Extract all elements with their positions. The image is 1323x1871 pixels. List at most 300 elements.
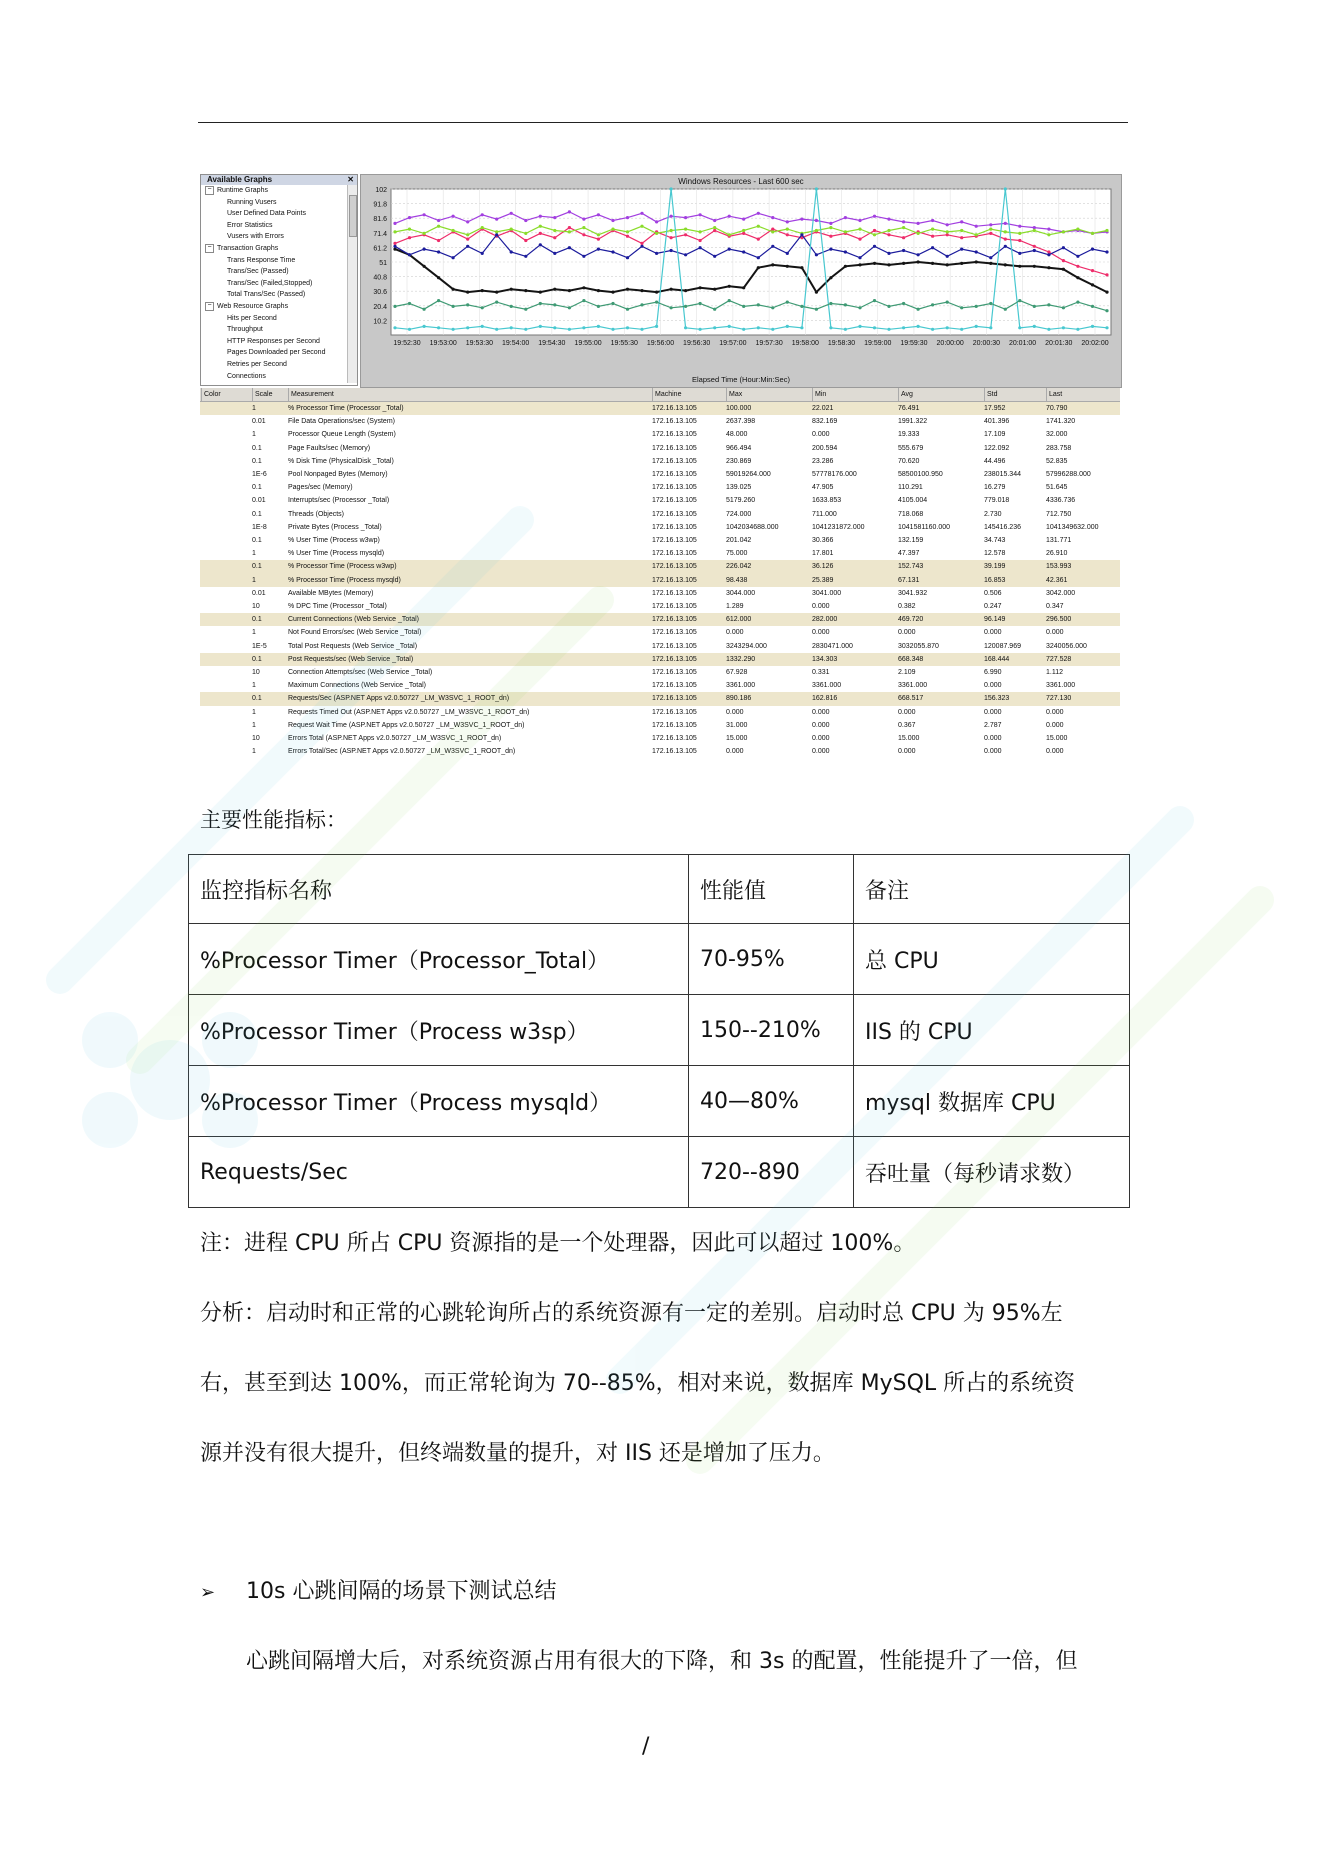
- legend-measurement: Maximum Connections (Web Service _Total): [288, 682, 426, 690]
- legend-std: 238015.344: [984, 471, 1021, 478]
- data-point: [684, 289, 687, 292]
- data-point: [510, 305, 513, 308]
- legend-max: 59019264.000: [726, 471, 771, 478]
- data-point: [960, 229, 963, 232]
- data-point: [539, 302, 542, 305]
- data-point: [931, 246, 934, 249]
- tree-item[interactable]: [201, 278, 357, 290]
- data-point: [1091, 325, 1094, 328]
- data-point: [655, 220, 658, 223]
- data-point: [902, 220, 905, 223]
- collapse-icon[interactable]: −: [205, 186, 214, 195]
- data-point: [423, 308, 426, 311]
- data-point: [786, 252, 789, 255]
- legend-std: 6.990: [984, 669, 1002, 676]
- legend-last: 42.361: [1046, 576, 1068, 584]
- data-point: [655, 325, 658, 328]
- legend-row[interactable]: [200, 560, 1120, 573]
- legend-scale: 1: [252, 431, 256, 439]
- data-point: [887, 229, 890, 232]
- legend-std: 0.506: [984, 589, 1002, 597]
- tree-label: HTTP Responses per Second: [227, 337, 320, 345]
- legend-machine: 172.16.13.105: [652, 484, 697, 492]
- data-point: [437, 326, 440, 329]
- col-std[interactable]: Std: [984, 388, 1044, 401]
- data-point: [452, 256, 455, 259]
- data-point: [597, 305, 600, 308]
- data-point: [800, 305, 803, 308]
- data-point: [844, 328, 847, 331]
- legend-last: 3361.000: [1046, 682, 1076, 690]
- col-min[interactable]: Min: [812, 388, 898, 401]
- data-point: [640, 212, 643, 215]
- data-point: [452, 229, 455, 232]
- legend-machine: 172.16.13.105: [652, 655, 697, 663]
- data-point: [1105, 291, 1108, 294]
- data-point: [408, 228, 411, 231]
- data-point: [524, 328, 527, 331]
- resource-chart: [360, 174, 1122, 388]
- data-point: [989, 232, 992, 235]
- tree-item[interactable]: [201, 313, 357, 325]
- tree-label: Pages Downloaded per Second: [227, 349, 326, 357]
- legend-min: 25.389: [812, 576, 834, 584]
- legend-row[interactable]: [200, 534, 1120, 547]
- data-point: [1004, 230, 1007, 233]
- legend-scale: 0.1: [252, 616, 262, 624]
- data-point: [393, 230, 396, 233]
- data-point: [524, 255, 527, 258]
- data-point: [815, 291, 818, 294]
- legend-min: 2830471.000: [812, 642, 853, 650]
- data-point: [510, 212, 513, 215]
- metric-remark: 吞吐量（每秒请求数）: [854, 1137, 1130, 1208]
- metrics-table: [188, 854, 1130, 1208]
- data-point: [771, 328, 774, 331]
- data-point: [568, 226, 571, 229]
- data-point: [495, 230, 498, 233]
- legend-max: 3044.000: [726, 589, 756, 597]
- legend-max: 201.042: [726, 537, 752, 544]
- metric-name: %Processor Timer（Process w3sp）: [189, 995, 689, 1066]
- metric-remark: IIS 的 CPU: [854, 995, 1130, 1066]
- data-point: [524, 308, 527, 311]
- legend-row[interactable]: [200, 640, 1120, 653]
- legend-min: 3041.000: [812, 589, 842, 597]
- data-point: [452, 288, 455, 291]
- legend-max: 226.042: [726, 563, 752, 571]
- legend-min: 711.000: [812, 510, 837, 518]
- legend-row[interactable]: [200, 692, 1120, 705]
- data-point: [1076, 228, 1079, 231]
- data-point: [829, 226, 832, 229]
- data-point: [393, 248, 396, 251]
- col-scale[interactable]: Scale: [252, 388, 286, 401]
- data-point: [873, 262, 876, 265]
- legend-measurement: % Processor Time (Process w3wp): [288, 563, 397, 571]
- data-point: [989, 256, 992, 259]
- legend-avg: 0.000: [898, 748, 916, 756]
- data-point: [611, 250, 614, 253]
- data-point: [786, 228, 789, 231]
- legend-avg: 110.291: [898, 484, 923, 492]
- legend-scale: 1: [252, 682, 256, 690]
- data-point: [1018, 239, 1021, 242]
- data-point: [568, 210, 571, 213]
- legend-avg: 15.000: [898, 735, 920, 742]
- legend-machine: 172.16.13.105: [652, 616, 697, 624]
- col-avg[interactable]: Avg: [898, 388, 984, 401]
- legend-measurement: Connection Attempts/sec (Web Service _Total): [288, 669, 433, 676]
- data-point: [408, 328, 411, 331]
- legend-max: 139.025: [726, 484, 752, 492]
- data-point: [597, 289, 600, 292]
- legend-last: 0.000: [1046, 629, 1064, 637]
- data-point: [684, 216, 687, 219]
- data-point: [771, 216, 774, 219]
- data-point: [873, 326, 876, 329]
- tree-group[interactable]: [201, 185, 357, 197]
- legend-machine: 172.16.13.105: [652, 748, 697, 756]
- data-point: [611, 302, 614, 305]
- legend-max: 100.000: [726, 405, 752, 412]
- data-point: [902, 236, 905, 239]
- x-tick-label: 19:57:00: [719, 340, 747, 347]
- data-point: [757, 225, 760, 228]
- table-header-row: [189, 855, 1130, 924]
- data-point: [728, 233, 731, 236]
- data-point: [1004, 245, 1007, 248]
- legend-row[interactable]: [200, 547, 1120, 560]
- data-point: [946, 233, 949, 236]
- x-tick-label: 20:01:30: [1045, 340, 1073, 347]
- data-point: [684, 233, 687, 236]
- legend-min: 23.286: [812, 457, 834, 465]
- available-graphs-tree: [200, 174, 358, 386]
- legend-std: 122.092: [984, 444, 1010, 452]
- data-point: [466, 326, 469, 329]
- data-point: [1062, 326, 1065, 329]
- data-point: [713, 226, 716, 229]
- y-tick-label: 51: [379, 260, 387, 267]
- metric-value: 70-95%: [689, 924, 854, 995]
- legend-row[interactable]: [200, 455, 1120, 468]
- tree-title: [201, 175, 357, 185]
- legend-machine: 172.16.13.105: [652, 682, 697, 690]
- x-tick-label: 19:57:30: [755, 340, 783, 347]
- tree-item[interactable]: [201, 220, 357, 232]
- legend-machine: 172.16.13.105: [652, 405, 697, 412]
- legend-avg: 668.517: [898, 695, 924, 703]
- legend-machine: 172.16.13.105: [652, 589, 697, 597]
- legend-min: 200.594: [812, 444, 838, 452]
- tree-group[interactable]: [201, 301, 357, 313]
- data-point: [771, 228, 774, 231]
- summary-paragraph: 心跳间隔增大后，对系统资源占用有很大的下降，和 3s 的配置，性能提升了一倍，但: [246, 1649, 1078, 1674]
- legend-row[interactable]: [200, 402, 1120, 415]
- legend-scale: 1: [252, 576, 256, 584]
- legend-row[interactable]: [200, 626, 1120, 639]
- col-color[interactable]: Color: [201, 388, 249, 401]
- data-point: [960, 248, 963, 251]
- scroll-thumb[interactable]: [349, 195, 357, 237]
- legend-min: 0.000: [812, 431, 830, 439]
- data-point: [887, 328, 890, 331]
- data-point: [902, 249, 905, 252]
- legend-row[interactable]: [200, 706, 1120, 719]
- legend-row[interactable]: [200, 574, 1120, 587]
- data-point: [1004, 222, 1007, 225]
- tree-item[interactable]: [201, 324, 357, 336]
- legend-avg: 152.743: [898, 563, 924, 571]
- tree-item[interactable]: [201, 347, 357, 359]
- legend-scale: 1: [252, 748, 256, 756]
- bullet-heading: [200, 1574, 556, 1605]
- data-point: [510, 228, 513, 231]
- analysis-line-1: 分析：启动时和正常的心跳轮询所占的系统资源有一定的差别。启动时总 CPU 为 95%左: [200, 1301, 1063, 1326]
- legend-row[interactable]: [200, 600, 1120, 613]
- col-measurement[interactable]: Measurement: [288, 388, 650, 401]
- tree-scrollbar[interactable]: [347, 185, 357, 383]
- x-tick-label: 19:58:00: [791, 340, 819, 347]
- tree-item[interactable]: [201, 371, 357, 383]
- data-point: [742, 286, 745, 289]
- data-point: [699, 213, 702, 216]
- data-point: [481, 325, 484, 328]
- data-point: [728, 248, 731, 251]
- data-point: [858, 238, 861, 241]
- tree-item[interactable]: [201, 231, 357, 243]
- data-point: [408, 216, 411, 219]
- legend-std: 12.578: [984, 550, 1006, 558]
- legend-row[interactable]: [200, 508, 1120, 521]
- legend-std: 401.396: [984, 418, 1010, 426]
- tree-label: Error Statistics: [227, 221, 273, 229]
- data-point: [1062, 230, 1065, 233]
- legend-measurement: % User Time (Process mysqld): [288, 550, 385, 558]
- legend-last: 4336.736: [1046, 497, 1076, 505]
- data-point: [989, 262, 992, 265]
- metric-name: Requests/Sec: [189, 1137, 689, 1208]
- legend-std: 44.496: [984, 457, 1006, 465]
- data-point: [931, 303, 934, 306]
- data-point: [771, 306, 774, 309]
- legend-row[interactable]: [200, 428, 1120, 441]
- legend-scale: 0.1: [252, 510, 262, 518]
- legend-last: 52.835: [1046, 457, 1068, 465]
- legend-last: 3240056.000: [1046, 642, 1087, 650]
- legend-max: 31.000: [726, 721, 748, 729]
- legend-machine: 172.16.13.105: [652, 471, 697, 478]
- legend-row[interactable]: [200, 679, 1120, 692]
- data-point: [423, 325, 426, 328]
- data-point: [1091, 232, 1094, 235]
- data-point: [786, 265, 789, 268]
- legend-row[interactable]: [200, 587, 1120, 600]
- data-point: [844, 265, 847, 268]
- data-point: [597, 248, 600, 251]
- legend-measurement: % User Time (Process w3wp): [288, 537, 380, 544]
- legend-scale: 10: [252, 735, 260, 742]
- legend-avg: 3041.932: [898, 589, 928, 597]
- data-point: [728, 285, 731, 288]
- data-point: [742, 218, 745, 221]
- data-point: [1047, 328, 1050, 331]
- legend-scale: 10: [252, 603, 260, 610]
- legend-row[interactable]: [200, 521, 1120, 534]
- legend-std: 39.199: [984, 563, 1006, 571]
- data-point: [568, 328, 571, 331]
- data-point: [887, 305, 890, 308]
- data-point: [553, 326, 556, 329]
- data-point: [684, 228, 687, 231]
- data-point: [568, 230, 571, 233]
- legend-max: 612.000: [726, 616, 752, 624]
- data-point: [481, 226, 484, 229]
- tree-item[interactable]: [201, 266, 357, 278]
- legend-std: 0.000: [984, 748, 1002, 756]
- legend-avg: 67.131: [898, 576, 920, 584]
- legend-row[interactable]: [200, 666, 1120, 679]
- close-icon[interactable]: ✕: [347, 175, 354, 184]
- legend-std: 0.000: [984, 682, 1002, 690]
- legend-row[interactable]: [200, 745, 1120, 758]
- legend-last: 15.000: [1046, 735, 1068, 742]
- legend-row[interactable]: [200, 442, 1120, 455]
- legend-machine: 172.16.13.105: [652, 537, 697, 544]
- data-point: [1018, 326, 1021, 329]
- data-point: [655, 232, 658, 235]
- legend-min: 0.000: [812, 721, 830, 729]
- data-point: [742, 232, 745, 235]
- legend-measurement: % Disk Time (PhysicalDisk _Total): [288, 457, 394, 465]
- data-point: [495, 328, 498, 331]
- legend-scale: 0.1: [252, 563, 262, 571]
- legend-scale: 0.1: [252, 655, 262, 663]
- tree-group[interactable]: [201, 243, 357, 255]
- legend-std: 96.149: [984, 616, 1006, 624]
- legend-std: 17.952: [984, 405, 1006, 412]
- legend-row[interactable]: [200, 719, 1120, 732]
- tree-item[interactable]: [201, 359, 357, 371]
- legend-row[interactable]: [200, 481, 1120, 494]
- metric-remark: 总 CPU: [854, 924, 1130, 995]
- legend-avg: 0.367: [898, 721, 916, 729]
- data-point: [452, 328, 455, 331]
- data-point: [771, 230, 774, 233]
- data-point: [946, 230, 949, 233]
- legend-row[interactable]: [200, 653, 1120, 666]
- collapse-icon[interactable]: −: [205, 244, 214, 253]
- legend-max: 0.000: [726, 708, 744, 716]
- legend-min: 17.801: [812, 550, 834, 558]
- col-max[interactable]: Max: [726, 388, 812, 401]
- data-point: [902, 302, 905, 305]
- legend-machine: 172.16.13.105: [652, 550, 697, 558]
- x-tick-label: 20:00:30: [972, 340, 1000, 347]
- legend-last: 712.750: [1046, 510, 1072, 518]
- legend-last: 51.645: [1046, 484, 1068, 492]
- tree-label: Trans/Sec (Failed,Stopped): [227, 279, 313, 287]
- legend-max: 0.000: [726, 629, 744, 637]
- tree-item[interactable]: [201, 197, 357, 209]
- data-point: [931, 235, 934, 238]
- data-point: [553, 252, 556, 255]
- y-tick-label: 40.8: [373, 274, 387, 282]
- legend-row[interactable]: [200, 468, 1120, 481]
- data-point: [640, 245, 643, 248]
- col-machine[interactable]: Machine: [652, 388, 726, 401]
- tree-label: Throughput: [227, 326, 263, 334]
- legend-scale: 0.01: [252, 418, 266, 426]
- legend-row[interactable]: [200, 732, 1120, 745]
- legend-header: [200, 388, 1120, 402]
- data-point: [640, 242, 643, 245]
- tree-item[interactable]: [201, 289, 357, 301]
- legend-machine: 172.16.13.105: [652, 695, 697, 703]
- legend-last: 70.790: [1046, 405, 1068, 412]
- data-point: [1091, 269, 1094, 272]
- legend-measurement: Available MBytes (Memory): [288, 589, 374, 597]
- legend-scale: 0.1: [252, 457, 262, 465]
- legend-avg: 70.620: [898, 457, 920, 465]
- col-last[interactable]: Last: [1046, 388, 1120, 401]
- data-point: [437, 219, 440, 222]
- legend-machine: 172.16.13.105: [652, 708, 697, 716]
- legend-std: 2.787: [984, 721, 1002, 729]
- data-point: [597, 233, 600, 236]
- tree-label: Trans Response Time: [227, 256, 296, 264]
- data-point: [611, 291, 614, 294]
- legend-measurement: Requests Timed Out (ASP.NET Apps v2.0.50727 _LM_W3SVC_1_ROOT_dn): [288, 708, 530, 716]
- data-point: [989, 228, 992, 231]
- data-point: [1062, 259, 1065, 262]
- tree-item[interactable]: [201, 255, 357, 267]
- legend-last: 153.993: [1046, 563, 1072, 571]
- data-point: [408, 302, 411, 305]
- legend-machine: 172.16.13.105: [652, 497, 697, 505]
- legend-measurement: % Processor Time (Process mysqld): [288, 576, 401, 584]
- data-point: [1105, 309, 1108, 312]
- collapse-icon[interactable]: −: [205, 302, 214, 311]
- legend-avg: 1991.322: [898, 418, 928, 426]
- data-point: [670, 249, 673, 252]
- legend-row[interactable]: [200, 494, 1120, 507]
- data-point: [1105, 250, 1108, 253]
- tree-label: Running Vusers: [227, 198, 277, 206]
- data-point: [626, 288, 629, 291]
- data-point: [684, 305, 687, 308]
- legend-scale: 0.1: [252, 484, 262, 492]
- legend-scale: 1E-6: [252, 471, 267, 478]
- tree-item[interactable]: [201, 336, 357, 348]
- data-point: [582, 233, 585, 236]
- y-tick-label: 81.6: [373, 216, 387, 224]
- legend-row[interactable]: [200, 613, 1120, 626]
- data-point: [684, 326, 687, 329]
- data-point: [786, 233, 789, 236]
- data-point: [670, 288, 673, 291]
- legend-measurement: Requests/Sec (ASP.NET Apps v2.0.50727 _LM_W3SVC_1_ROOT_dn): [288, 695, 510, 703]
- metric-value: 40—80%: [689, 1066, 854, 1137]
- tree-item[interactable]: [201, 208, 357, 220]
- data-point: [626, 216, 629, 219]
- legend-row[interactable]: [200, 415, 1120, 428]
- legend-scale: 0.1: [252, 695, 262, 703]
- legend-last: 1041349632.000: [1046, 523, 1099, 531]
- data-point: [582, 255, 585, 258]
- tree-label: User Defined Data Points: [227, 210, 306, 218]
